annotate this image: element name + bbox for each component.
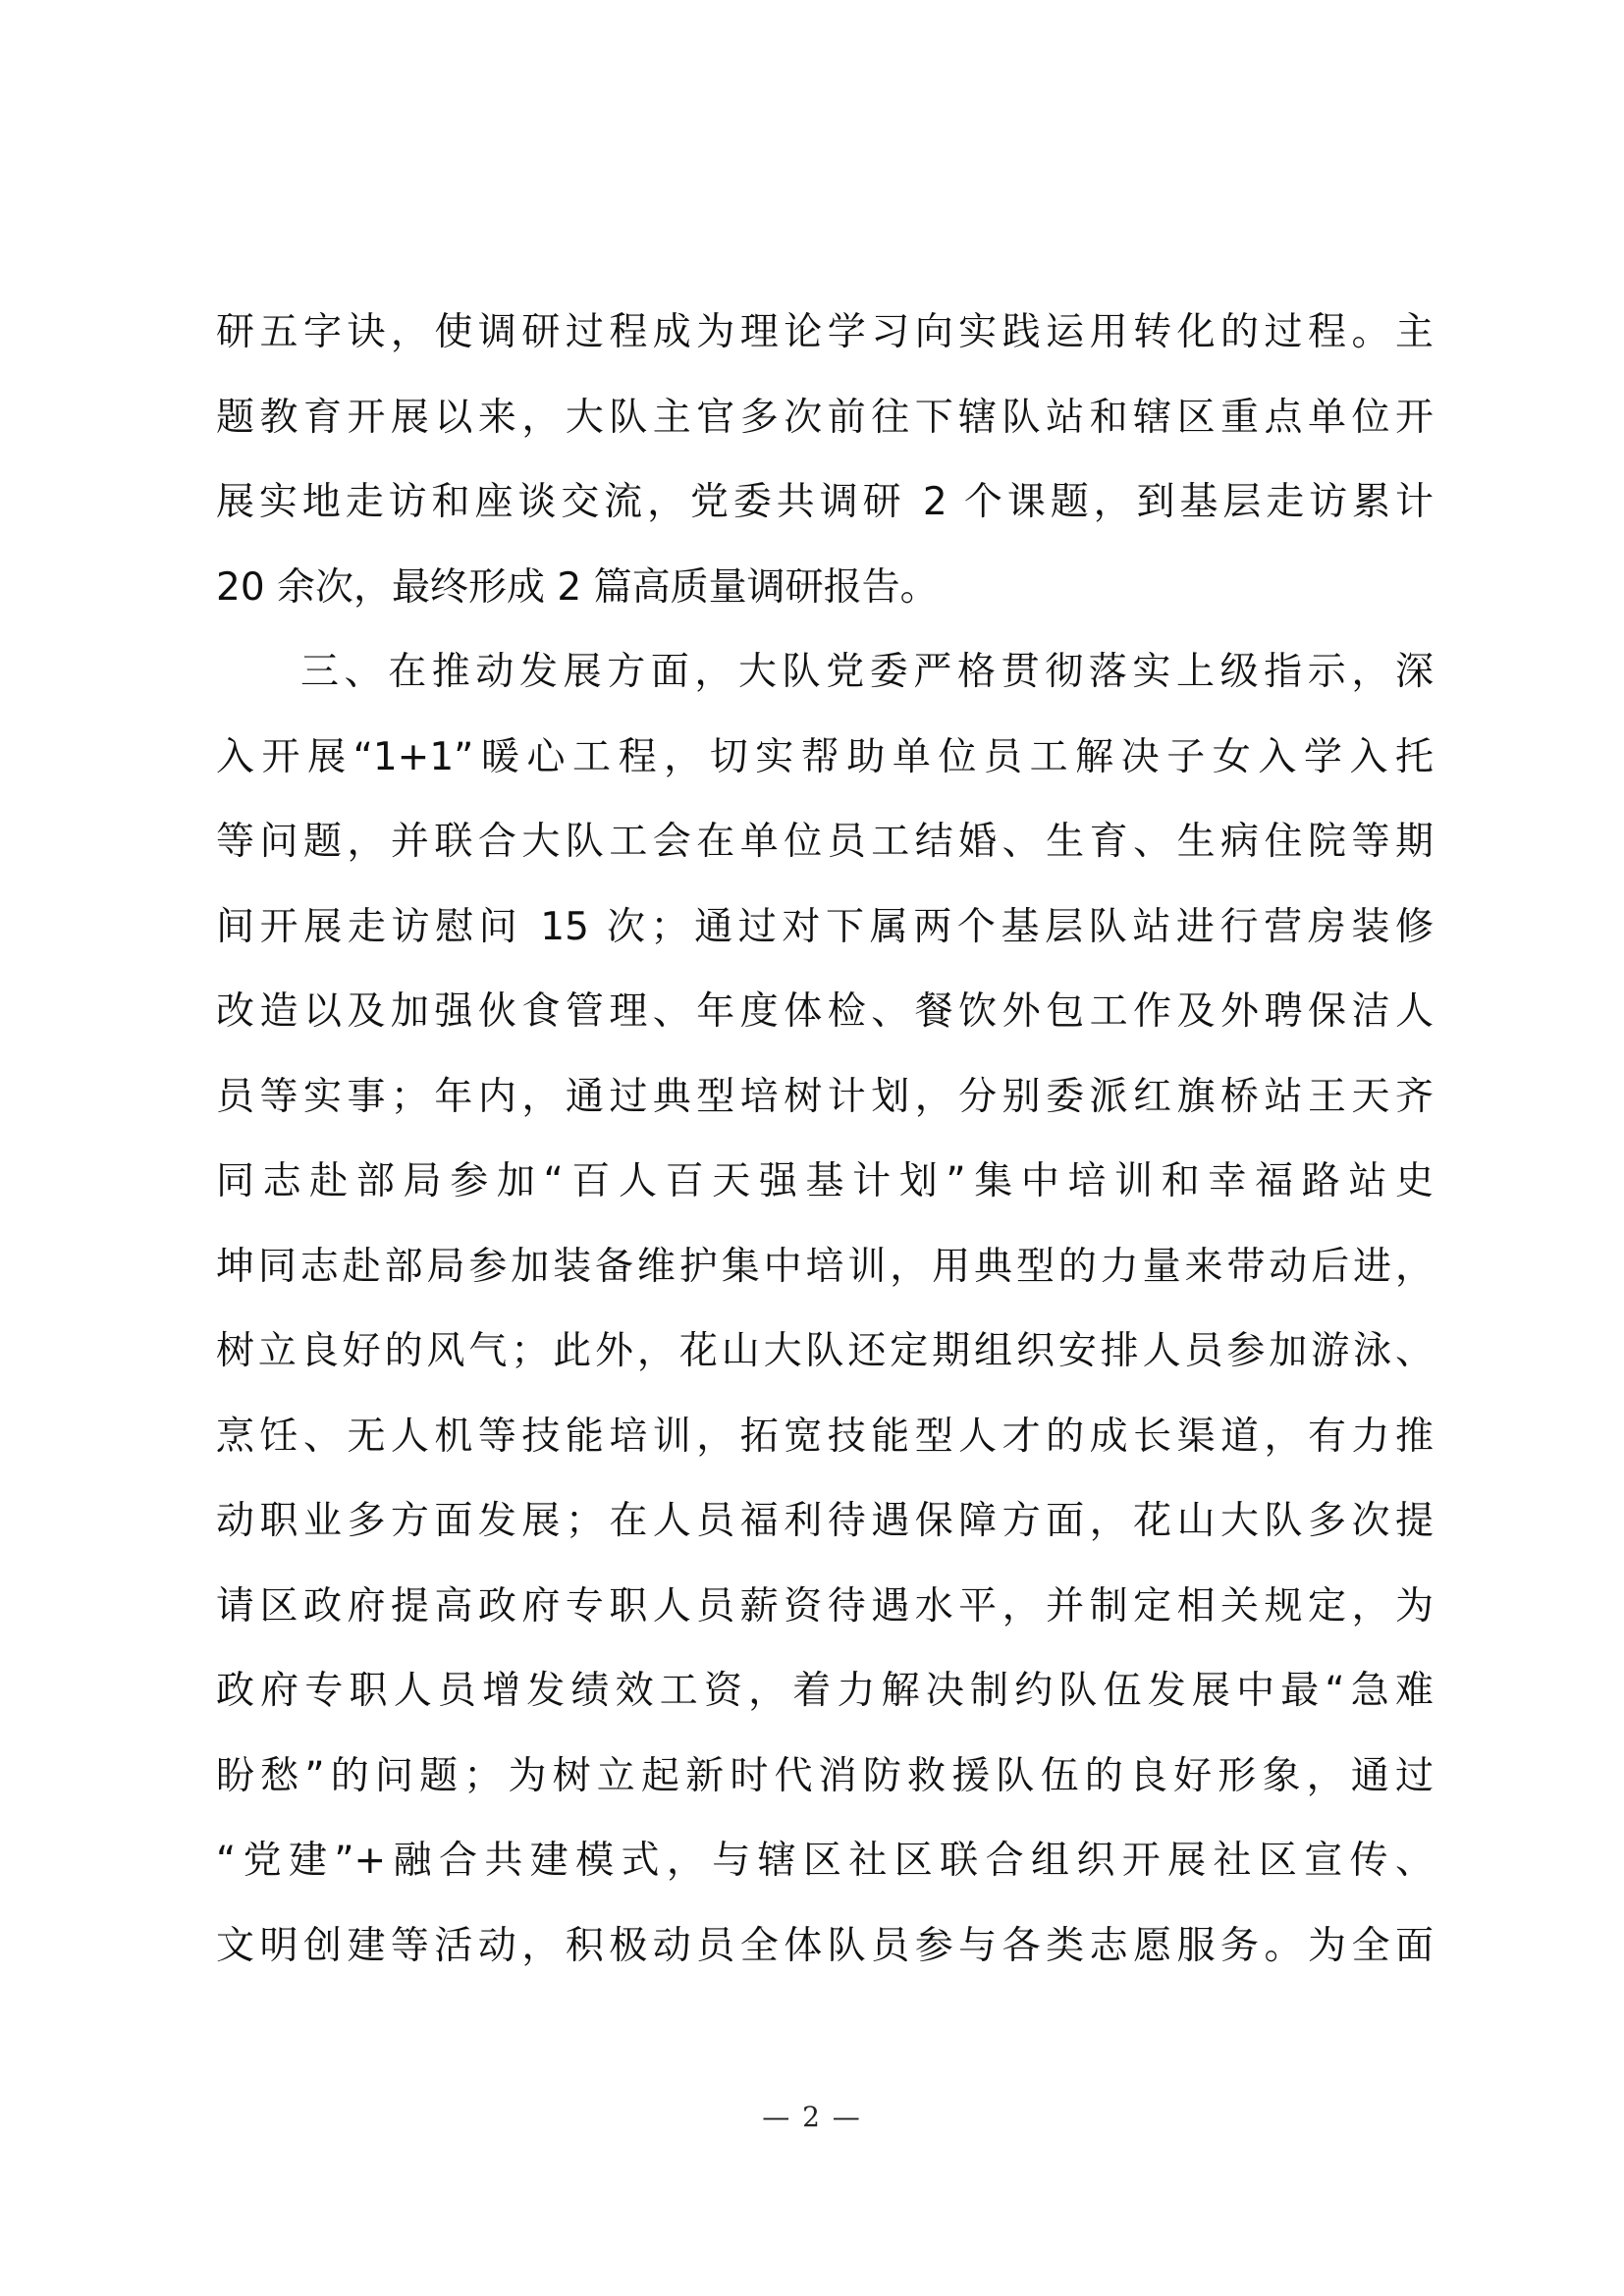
text-line: 动职业多方面发展；在人员福利待遇保障方面，花山大队多次提 bbox=[216, 1499, 1434, 1543]
page-number: — 2 — bbox=[762, 2101, 862, 2133]
text-line: “党建”+融合共建模式，与辖区社区联合组织开展社区宣传、 bbox=[216, 1839, 1434, 1883]
text-line: 题教育开展以来，大队主官多次前往下辖队站和辖区重点单位开 bbox=[216, 395, 1434, 440]
text-line: 入开展“1+1”暖心工程，切实帮助单位员工解决子女入学入托 bbox=[216, 734, 1434, 779]
text-line: 坤同志赴部局参加装备维护集中培训，用典型的力量来带动后进， bbox=[216, 1244, 1434, 1289]
text-line: 展实地走访和座谈交流，党委共调研 2 个课题，到基层走访累计 bbox=[216, 480, 1434, 524]
text-line: 员等实事；年内，通过典型培树计划，分别委派红旗桥站王天齐 bbox=[216, 1074, 1434, 1119]
text-line: 改造以及加强伙食管理、年度体检、餐饮外包工作及外聘保洁人 bbox=[216, 989, 1434, 1034]
text-line: 等问题，并联合大队工会在单位员工结婚、生育、生病住院等期 bbox=[216, 820, 1434, 864]
text-line: 文明创建等活动，积极动员全体队员参与各类志愿服务。为全面 bbox=[216, 1923, 1434, 1968]
text-line: 树立良好的风气；此外，花山大队还定期组织安排人员参加游泳、 bbox=[216, 1329, 1434, 1373]
text-line: 请区政府提高政府专职人员薪资待遇水平，并制定相关规定，为 bbox=[216, 1583, 1434, 1629]
text-line: 间开展走访慰问 15 次；通过对下属两个基层队站进行营房装修 bbox=[216, 904, 1434, 949]
text-line: 三、在推动发展方面，大队党委严格贯彻落实上级指示，深 bbox=[300, 650, 1434, 694]
text-line: 20 余次，最终形成 2 篇高质量调研报告。 bbox=[216, 564, 939, 610]
text-line: 同志赴部局参加“百人百天强基计划”集中培训和幸福路站史 bbox=[216, 1159, 1434, 1203]
body-text bbox=[216, 291, 1434, 1989]
text-line: 研五字诀，使调研过程成为理论学习向实践运用转化的过程。主 bbox=[216, 310, 1434, 354]
text-line: 政府专职人员增发绩效工资，着力解决制约队伍发展中最“急难 bbox=[216, 1669, 1434, 1713]
text-line: 盼愁”的问题；为树立起新时代消防救援队伍的良好形象，通过 bbox=[216, 1753, 1434, 1798]
text-line: 烹饪、无人机等技能培训，拓宽技能型人才的成长渠道，有力推 bbox=[216, 1414, 1434, 1459]
